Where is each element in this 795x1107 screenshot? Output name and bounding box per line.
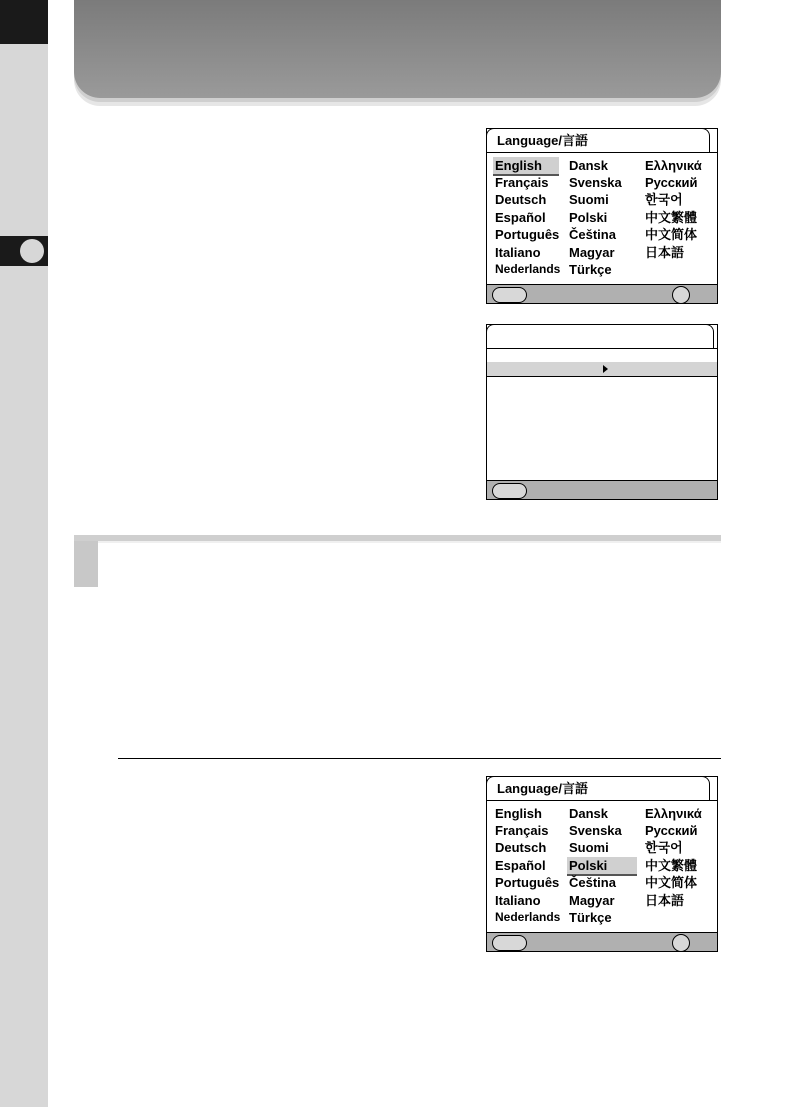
language-option[interactable]: Türkçe xyxy=(569,910,612,925)
chapter-tab xyxy=(0,0,48,44)
language-option[interactable]: Svenska xyxy=(569,823,622,838)
blank-row xyxy=(487,348,717,363)
side-strip xyxy=(0,0,48,1107)
language-option[interactable]: Svenska xyxy=(569,175,622,190)
ok-button-icon xyxy=(672,286,690,304)
header-divider xyxy=(487,152,717,153)
language-option[interactable]: Deutsch xyxy=(495,192,547,207)
language-option[interactable]: Nederlands xyxy=(495,262,561,276)
language-option[interactable]: Ελληνικά xyxy=(645,158,702,173)
language-option[interactable]: Magyar xyxy=(569,893,615,908)
language-option[interactable]: Русский xyxy=(645,823,698,838)
language-option[interactable]: Deutsch xyxy=(495,840,547,855)
language-option[interactable]: Türkçe xyxy=(569,262,612,277)
section-header-block xyxy=(74,541,98,587)
screen-footer xyxy=(487,284,717,303)
language-option[interactable]: Čeština xyxy=(569,875,616,890)
language-option[interactable]: Dansk xyxy=(569,806,609,821)
title-banner xyxy=(74,0,721,98)
language-option[interactable]: Português xyxy=(495,227,560,242)
language-option[interactable]: 한국어 xyxy=(645,192,683,207)
language-screen-2 xyxy=(486,776,718,952)
language-option[interactable]: Dansk xyxy=(569,158,609,173)
language-option[interactable]: Español xyxy=(495,858,546,873)
language-option[interactable]: Suomi xyxy=(569,192,609,207)
language-option[interactable]: 日本語 xyxy=(645,245,685,260)
header-divider xyxy=(487,800,717,801)
language-option[interactable]: 日本語 xyxy=(645,893,685,908)
selected-row[interactable] xyxy=(487,362,717,377)
language-option[interactable]: Français xyxy=(495,175,549,190)
section-header-bar xyxy=(74,535,721,587)
confirm-screen xyxy=(486,324,718,500)
language-option[interactable]: Polski xyxy=(567,857,637,876)
screen-title-tab xyxy=(486,324,714,349)
language-option[interactable]: Русский xyxy=(645,175,698,190)
language-option[interactable]: 中文繁體 xyxy=(645,210,698,225)
screen-title: Language/言語 xyxy=(486,776,710,800)
screen-footer xyxy=(487,932,717,951)
language-option[interactable]: 中文繁體 xyxy=(645,858,698,873)
language-option[interactable]: Magyar xyxy=(569,245,615,260)
language-option[interactable]: English xyxy=(495,806,542,821)
menu-button-icon xyxy=(492,287,527,303)
ok-button-icon xyxy=(672,934,690,952)
language-option[interactable]: Čeština xyxy=(569,227,616,242)
chapter-marker-circle xyxy=(20,239,44,263)
divider-rule xyxy=(118,758,721,759)
language-option[interactable]: Polski xyxy=(569,210,608,225)
language-option[interactable]: Français xyxy=(495,823,549,838)
language-option[interactable]: Italiano xyxy=(495,893,541,908)
language-option[interactable]: Nederlands xyxy=(495,910,561,924)
screen-footer xyxy=(487,480,717,499)
language-option[interactable]: Ελληνικά xyxy=(645,806,702,821)
language-option[interactable]: 中文简体 xyxy=(645,875,698,890)
menu-button-icon xyxy=(492,483,527,499)
language-option[interactable]: Italiano xyxy=(495,245,541,260)
arrow-right-icon xyxy=(603,365,608,373)
language-screen-1 xyxy=(486,128,718,304)
screen-title: Language/言語 xyxy=(486,128,710,152)
language-option[interactable]: 中文简体 xyxy=(645,227,698,242)
language-option[interactable]: English xyxy=(493,157,559,176)
language-option[interactable]: Português xyxy=(495,875,560,890)
language-option[interactable]: Suomi xyxy=(569,840,609,855)
menu-button-icon xyxy=(492,935,527,951)
language-option[interactable]: Español xyxy=(495,210,546,225)
language-option[interactable]: 한국어 xyxy=(645,840,683,855)
